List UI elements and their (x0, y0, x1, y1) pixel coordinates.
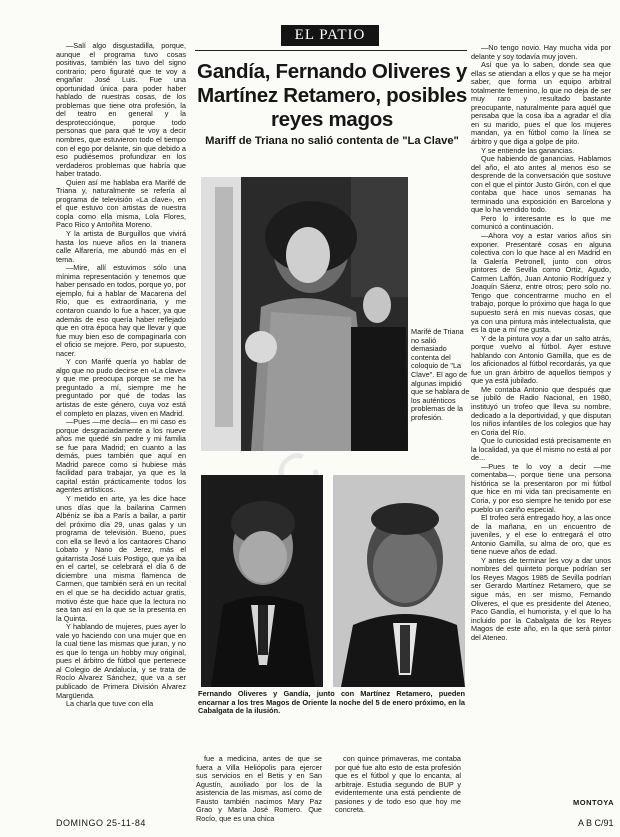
article-column-bottom-1 (196, 754, 322, 823)
paragraph: Me contaba Antonio que después que se jubiló de Radio Nacional, en 1980, instituyó un trofeo que lleva su nombre, dedicado a la deportividad, y que disputan los niños infantiles de los colegios que hay en Coria del Río. (471, 384, 611, 437)
paragraph: Así que ya lo saben, donde sea que ellas se atiendan a ellos y que se ha mejor saber, que forma un equipo arbitral totalmente femenino, lo que no deja de ser muy raro y resultado bastante preocupante, naturalmente para aquél que pensaba que la cosa iba a agradar el día en su marido, pues el que los mujeres mandan, ya en fútbol como la línea se árbitro y que diga a golpe de pito. (471, 60, 611, 147)
paragraph: —Mire, allí estuvimos sólo una mínima representación y tenemos que haber pensado en todos, porque yo, por ejemplo, fui a hablar de Macarena del Río, que es extraordinaria, y me contaron cuando lo fue a hacer, ya que además de eso quería haber reflejado que en otra época hay que llevar y que fue muy bien eso de compaginarla con el oficio se mejore. Pero, por supuesto, nacer. (56, 263, 186, 358)
headline: Gandía, Fernando Oliveres y Martínez Retamero, posibles reyes magos (197, 60, 467, 131)
photo-oliveres (201, 475, 323, 687)
paragraph: Que lo curiosidad está precisamente en la localidad, ya que él mismo no está al por de... (471, 436, 611, 463)
paragraph: —Salí algo disgustadilla, porque, aunque el programa tuvo cosas positivas, también las tuvo del signo contrario; pero figuraté que te voy a engañar José Luis. Fue una oportunidad única para poder haber hablado de nuestras cosas, de los problemas que tiene otra profesión, la del teatro en general y la desprotecciónque, porque todo personas que para qué te voy a decir nombres, que estuvieron todo el tiempo con el ego por delante, sin que debido a eso pudiésemos profundizar en los verdaderos problemas que habría que haber tratado. (56, 41, 186, 179)
paragraph: Y se entiende las ganancias. (481, 145, 575, 155)
paragraph: Que habiendo de ganancias. Hablamos del año, el ato antes al menos eso se desprende de la conversación que sostuve con el que el pintor Justo Girón, con el que contaba que hace unos semanas ha terminado una exposición en Barcelona y que lo ha vendido todo. (471, 154, 611, 215)
article-column-right (471, 44, 611, 804)
paragraph: Y hablando de mujeres, pues ayer lo vale yo haciendo con una mujer que en la cual tiene las mismas que juran, y no es que lo tenga un hobby muy original, pues el árbitro de fútbol que pertenece al Colegio de Andalucía, y se trata de Rocío Alvarez Sánchez, que va a ser publicado de Primera División Alvarez Margüenda. (56, 622, 186, 700)
paragraph: Y de la pintura voy a dar un salto atrás, porque vuelvo al fútbol. Ayer estuve hablando con Antonio Gamilla, que es de los aficionados al fútbol recordarás, ya que fue un gran árbitro de aquellos tiempos y que ya está jubilado. (471, 333, 611, 386)
paragraph: —Ahora voy a estar varios años sin exponer. Presentaré cosas en alguna colectiva con lo que hace al en Madrid en la Galería Petronell, junto con otros pintores de Sevilla como Ortiz, Agudo, Carmen Laffón, Juan Antonio Rodríguez y Joaquín Sáenz, entre otros; pero solo no. Tengo que concentrarme mucho en el trabajo, porque lo próximo que haga lo que supuesto será en mis nuevas cosas, que ya con una pintura más intelectualista, que es la que a mí me gusta. (471, 231, 611, 335)
footer-page-number: A B C/91 (578, 818, 614, 828)
section-rule (195, 50, 467, 51)
paragraph: Quien así me hablaba era Marifé de Triana y, naturalmente se refería al programa de televisión «La clave», en el que estuvo con artistas de nuestra copla como ella misma, Lola Flores, Paco Rico y Antoñita Moreno. (56, 177, 186, 230)
photo-caption-side: Marifé de Triana no salió demasiado contenta del coloquio de "La Clave". El ago de algunas impidió que se hablara de los auténticos problemas de la profesión. (411, 327, 470, 422)
author-signature: MONTOYA (573, 798, 615, 807)
section-tag: EL PATIO (281, 25, 379, 46)
paragraph: —Pues —me decía— en mi caso es porque desgraciadamente a los nueve años me quedé sin padre y mi familia se fue para Madrid; en cuanto a las demás, pues también que aquí en Madrid parece como si hubiese más facilidad para trabajar, ya que es la capital están prácticamente todos los agentes artísticos. (56, 417, 186, 495)
paragraph: El trofeo será entregado hoy, a las once de la mañana, en un encuentro de juveniles, y el ese lo entregará el otro Antonio Gamilla, su alma de oro, que es tiene nueve años de edad. (471, 513, 611, 557)
article-column-bottom-2 (335, 754, 461, 815)
paragraph: Y con Marifé quería yo hablar de algo que no pudo decirse en «La clave» y que me preocupa porque se me ha preguntado a mí, siempre me he preguntado por qué de todas las artistas de este género, cuya voz está el completo en plazas, viven en Madrid. (56, 357, 186, 418)
photo-martinez-retamero (333, 475, 465, 687)
paragraph: Y metido en arte, ya les dice hace unos días que la bailarina Carmen Albéniz se iba a París a bailar, a partir del próximo día 29, unas galas y un programa de televisión. Bueno, pues con ella se llevó a los cantaores Chano Lobato y Nano de Jerez, más el guitarrista José Luis Postigo, que ya iba en el cartel, se celebrará el día 6 de diciembre una misma flamenca de Carmen, que también será en un recital en el que se ha decidido actuar gratis, motivo éste que hace que la lectura no sea tan así en la que se la presenta en la Quinta. (56, 493, 186, 623)
paragraph: con quince primaveras, me contaba por qué fue alto esto de esta profesión que es el fútbol y que lo encanta, al arbitraje. Estudia segundo de BUP y evidentemente una está pendiente de pasiones y de todo eso que hoy me concreta. (335, 754, 461, 815)
paragraph: —No tengo novio. Hay mucha vida por delante y soy todavía muy joven. (471, 43, 611, 61)
subheadline: Mariff de Triana no salió contenta de "La Clave" (205, 135, 459, 147)
photo-marife (201, 177, 408, 451)
paragraph: Y la artista de Burguillos que vivirá hasta los nueve años en la trianera calle Alfarería, me abundó más en el tema. (56, 229, 186, 264)
footer-date: DOMINGO 25-11-84 (56, 818, 146, 828)
paragraph: La charla que tuve con ella (66, 699, 154, 709)
paragraph: fue a medicina, antes de que se fuera a Villa Heliópolis para ejercer sus servicios en el Betis y en San Agustín, auxiliado por los de la asistencia de las mismas, así como de Fausto también nacimos Mary Paz Grao y María José Romero. Que Rocío, que es una chica (196, 754, 322, 823)
photo-caption-bottom: Fernando Oliveres y Gandía, junto con Martínez Retamero, pueden encarnar a los tres Magos de Oriente la noche del 5 de enero próximo, en la Cabalgata de la ilusión. (198, 689, 465, 716)
article-column-left (56, 42, 186, 815)
paragraph: Pero lo interesante es lo que me comunicó a continuación. (471, 213, 611, 232)
paragraph: —Pues te lo voy a decir —me comentaba—, porque tiene una persona histórica se la presentaron por mi fútbol que hice en mi vida tan precisamente en Coria, y por eso siempre he tenido por ese pueblo un cariño especial. (471, 461, 611, 514)
paragraph: Y antes de terminar les voy a dar unos nombres del quinteto porque podrían ser los Reyes Magos 1985 de Sevilla podrían ser Gerardo Martínez Retamero, que se sigue más, en ser mismo, Fernando Oliveres, el que es presidente del Ateneo, Paco Gandía, el humorista, y el que lo ha incluido por la Cabalgata de los Reyes Magos de este año, en la que será pintor del Ateneo. (471, 555, 611, 642)
